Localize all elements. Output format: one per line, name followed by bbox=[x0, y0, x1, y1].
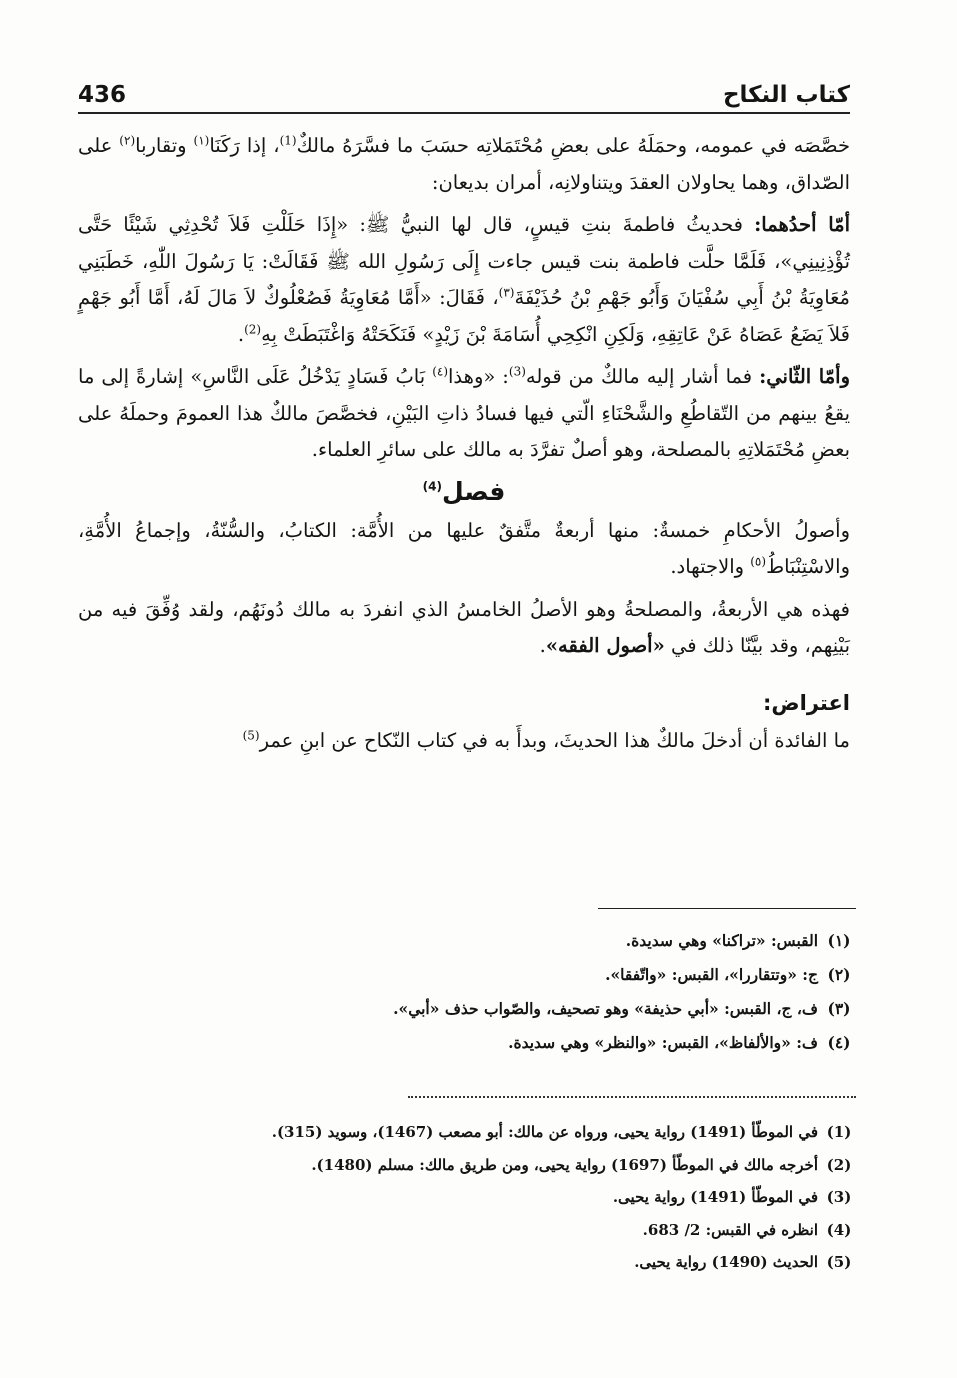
footnote-row bbox=[120, 958, 860, 992]
footnote-ref[interactable]: (3) bbox=[508, 364, 526, 379]
p3-lead: وأمّا الثّاني: bbox=[759, 365, 850, 388]
footnote-ref[interactable]: (4) bbox=[422, 479, 442, 494]
page-number: 436 bbox=[78, 82, 127, 108]
p5-end: . bbox=[539, 634, 546, 657]
footnote-ref[interactable]: (١) bbox=[193, 133, 210, 148]
p2-text-b: ، فَقَالَ: «أَمَّا مُعَاوِيَةُ فَصُعْلُوكٌ لاَ مَالَ لَهُ، أَمَّا أَبُو جَهْمٍ فَلاَ يَضَعُ عَصَاهُ عَنْ عَاتِقِهِ، وَلَكِنِ انْكِحِي أُسَامَةَ بْنَ زَيْدٍ» فَنَكَحَتْهُ وَاغْتَبَطَتْ بِهِ bbox=[78, 286, 850, 346]
paragraph-5 bbox=[78, 592, 850, 665]
p2-end: . bbox=[237, 322, 245, 346]
header-rule bbox=[78, 112, 850, 114]
footnote-text: ف، ج، القبس: «أبي حذيفة» وهو تصحيف، والصّواب حذف «أبي». bbox=[393, 999, 818, 1018]
p5-text: فهذه هي الأربعةُ، والمصلحةُ وهو الأصلُ الخامسُ الذي انفردَ به مالك دُونَهُم، ولقد وُفِّقَ فيه من بَيْنِهم، وقد بيَّنّا ذلك في bbox=[78, 597, 850, 657]
footnote-text: القبس: «تراكنا» وهي سديدة. bbox=[625, 931, 818, 950]
footnote-text: ف: «والألفاظ»، القبس: «والنظر» وهي سديدة. bbox=[508, 1033, 818, 1052]
footnote-ref[interactable]: (1) bbox=[279, 133, 297, 148]
footnote-row bbox=[120, 1246, 860, 1279]
footnote-number: (3) bbox=[826, 1188, 852, 1206]
p4-end: والاجتهاد. bbox=[670, 555, 751, 578]
footnote-number: (5) bbox=[826, 1253, 852, 1271]
footnote-row bbox=[120, 992, 860, 1026]
footnote-number: (٤) bbox=[827, 1033, 851, 1052]
p1-text-mid: ، إذا رَكَنَا bbox=[209, 134, 280, 157]
footnote-text: أخرجه مالك في الموطّأ (1697) رواية يحيى، ومن طريق مالك: مسلم (1480). bbox=[311, 1155, 818, 1174]
p3-text-a: فما أشار إليه مالكٌ من قوله bbox=[525, 365, 760, 388]
running-title: كتاب النكاح bbox=[722, 82, 850, 108]
footnote-row bbox=[120, 1116, 860, 1149]
objection-text: ما الفائدة أن أدخلَ مالكٌ هذا الحديثَ، وبدأَ به في كتاب النّكاح عن ابنِ عمر bbox=[259, 728, 850, 752]
footnote-row bbox=[120, 1026, 860, 1060]
footnote-row bbox=[120, 1149, 860, 1182]
footnote-number: (2) bbox=[826, 1155, 852, 1174]
footnote-number: (4) bbox=[826, 1220, 852, 1239]
footnote-number: (1) bbox=[826, 1123, 852, 1141]
objection-paragraph bbox=[78, 723, 850, 760]
paragraph-2 bbox=[78, 207, 850, 353]
p3-text-b: : «وهذا bbox=[448, 365, 509, 388]
footnote-text: الحديث (1490) رواية يحيى. bbox=[634, 1253, 818, 1271]
footnote-ref[interactable]: (٥) bbox=[750, 554, 767, 569]
footnote-ref[interactable]: (2) bbox=[244, 322, 262, 336]
paragraph-3 bbox=[78, 359, 850, 469]
footnote-ref[interactable]: (٢) bbox=[119, 133, 136, 148]
footnote-divider-dotted bbox=[408, 1096, 856, 1098]
footnote-text: في الموطّأ (1491) رواية يحيى. bbox=[612, 1188, 818, 1206]
footnote-text: في الموطّأ (1491) رواية يحيى، ورواه عن مالك: أبو مصعب (1467)، وسويد (315). bbox=[271, 1123, 818, 1141]
footnote-row bbox=[120, 1214, 860, 1247]
footnote-number: (٣) bbox=[827, 999, 851, 1018]
footnote-number: (١) bbox=[827, 931, 851, 950]
paragraph-1 bbox=[78, 128, 850, 201]
footnote-number: (٢) bbox=[827, 965, 851, 984]
footnote-rule bbox=[598, 908, 856, 909]
footnote-ref[interactable]: (٣) bbox=[498, 285, 515, 300]
page-header bbox=[78, 72, 850, 108]
p2-lead: أمّا أحدُهما: bbox=[754, 213, 851, 236]
p3-text-c: بَابُ فَسَادٍ يَدْخُلُ عَلَى النَّاسِ» إشارةً إلى ما يقعُ بينهم من التّقاطُعِ والشَّحْنَاءِ الّتي فيها فسادُ ذاتِ البَيْنِ، فخصَّصَ مالكٌ هذا العمومَ وحملَهُ على بعضِ مُحْتَمَلاتِهِ بالمصلحة، وهو أصلٌ تفرَّدَ به مالك على سائرِ العلماء. bbox=[78, 365, 850, 461]
footnote-row bbox=[120, 924, 860, 958]
variant-footnotes bbox=[120, 924, 860, 1060]
footnote-row bbox=[120, 1181, 860, 1214]
objection-heading: اعتراض: bbox=[762, 690, 850, 715]
main-text bbox=[78, 128, 850, 759]
p4-text: وأصولُ الأحكامِ خمسةٌ: منها أربعةٌ متَّفقٌ عليها من الأُمَّة: الكتابُ، والسُّنّةُ، وإجماعُ الأُمَّةِ، والاسْتِنْبَاطُ bbox=[78, 518, 850, 578]
paragraph-4 bbox=[78, 513, 850, 586]
footnote-ref[interactable]: (5) bbox=[242, 728, 260, 742]
footnote-text: انظره في القبس: 2/ 683. bbox=[642, 1220, 818, 1239]
p1-text: خصَّصَه في عمومه، وحمَلَهُ على بعضِ مُحْتَمَلاتِه حسَبَ ما فسَّرَهُ مالكٌ bbox=[296, 134, 850, 157]
p1-text-b: وتقاربا bbox=[135, 134, 187, 157]
section-heading bbox=[78, 473, 850, 511]
p1-text-c: على الصّداق، وهما يحاولان العقدَ ويتناولانِه، أمران بديعان: bbox=[78, 134, 850, 194]
footnote-ref[interactable]: (٤) bbox=[432, 364, 449, 379]
footnote-text: ج: «وتتقاررا»، القبس: «واتّفقا». bbox=[605, 965, 818, 984]
source-footnotes bbox=[120, 1116, 860, 1279]
section-title-text: فصل bbox=[442, 476, 506, 506]
p2-text-a: فحديثُ فاطمةَ بنتِ قيسٍ، قال لها النبيُّ ﷺ: «إِذَا حَلَلْتِ فَلاَ تُحْدِثِي شَيْئًا حَتَّى تُؤْذِنِينِي»، فَلَمَّا حلَّت فاطمة بنت قيس جاءت إِلَى رَسُولِ الله ﷺ فَقَالَتْ: يَا رَسُولَ اللّٰهِ، خَطَبَنِي مُعَاوِيَةُ بْنُ أَبِي سُفْيَانَ وَأَبُو جَهْمِ بْنُ حُذَيْفَةَ bbox=[78, 213, 850, 309]
p5-book-title: «أصول الفقه» bbox=[545, 634, 665, 657]
